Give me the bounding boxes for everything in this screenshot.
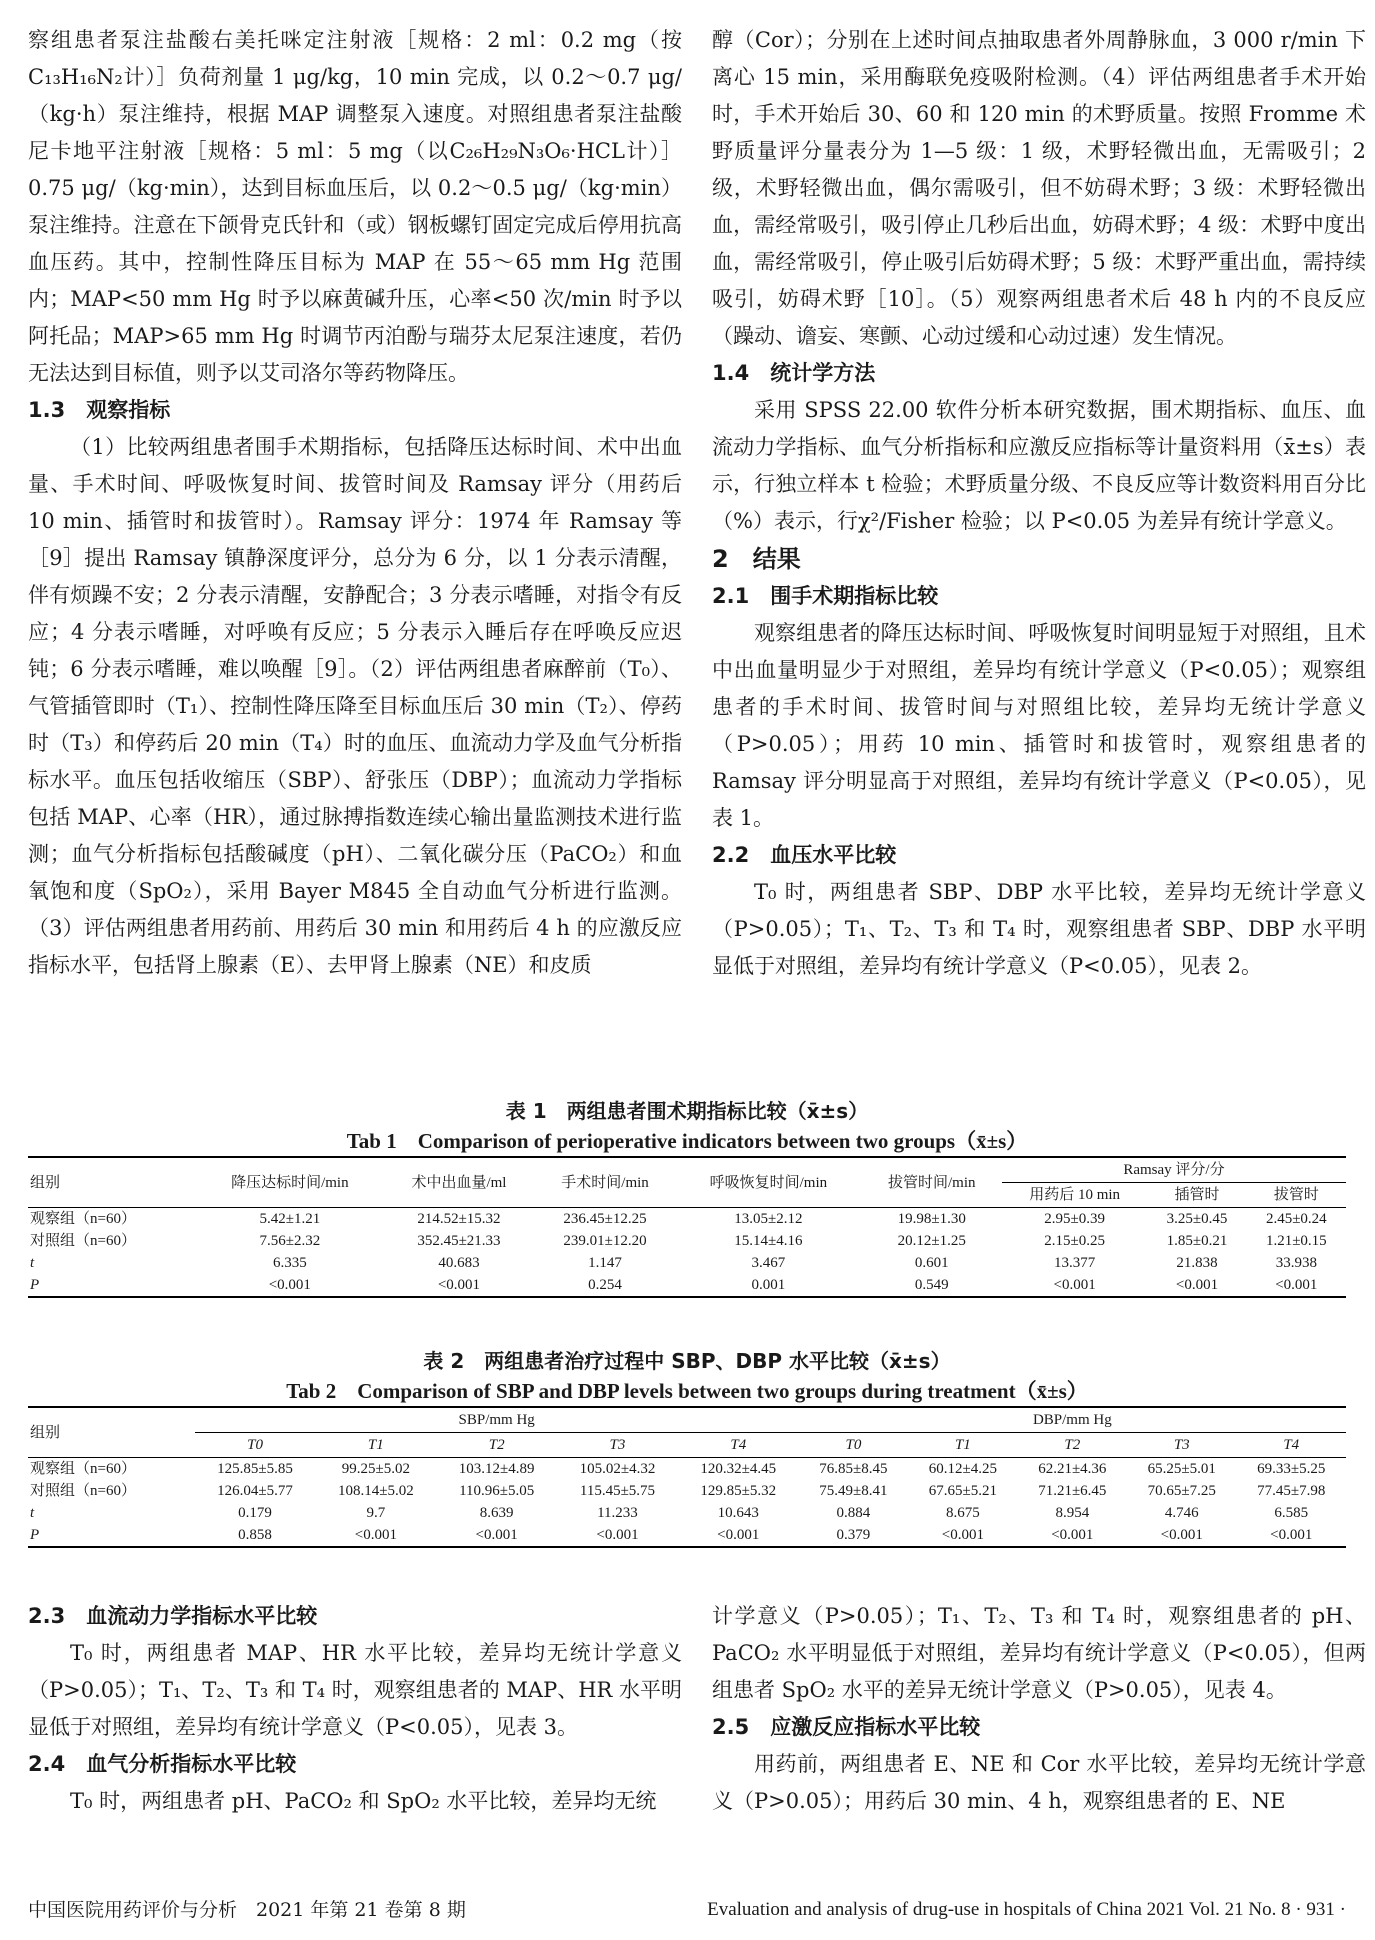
table-cell: 105.02±4.32: [579, 1461, 656, 1477]
table-header: 手术时间/min: [535, 1157, 675, 1208]
table-subheader: [557, 1433, 678, 1458]
table-cell: 观察组（n=60）: [30, 1461, 136, 1477]
section-heading-2-5: 2.5 应激反应指标水平比较: [712, 1715, 981, 1739]
table-cell: <0.001: [315, 1524, 436, 1547]
stat-label: t: [30, 1505, 35, 1521]
table-cell: 0.858: [195, 1524, 316, 1547]
table-cell: 19.98±1.30: [897, 1211, 966, 1227]
table-cell: 观察组（n=60）: [30, 1211, 136, 1227]
table-cell: 7.56±2.32: [259, 1233, 321, 1249]
table-cell: 2.45±0.24: [1265, 1211, 1327, 1227]
stat-label: t: [30, 1255, 35, 1271]
table-header: 组别: [28, 1407, 195, 1458]
table-cell: 115.45±5.75: [579, 1483, 656, 1499]
table-subheader: [799, 1433, 908, 1458]
table-cell: 125.85±5.85: [217, 1461, 293, 1477]
table-cell: 3.467: [751, 1255, 786, 1271]
table-group-header: SBP/mm Hg: [195, 1407, 799, 1433]
table-row: [28, 1230, 1346, 1252]
table-cell: <0.001: [383, 1274, 535, 1297]
table-cell: 65.25±5.01: [1147, 1461, 1216, 1477]
table-group-header: DBP/mm Hg: [799, 1407, 1346, 1433]
table-subheader: [908, 1433, 1017, 1458]
time-point-label: T2: [1064, 1437, 1081, 1453]
table-2: [28, 1346, 1346, 1548]
table-cell: 13.377: [1054, 1255, 1096, 1271]
table-cell: 15.14±4.16: [734, 1233, 803, 1249]
section-heading-2-4: 2.4 血气分析指标水平比较: [28, 1752, 297, 1776]
table-subheader: [315, 1433, 436, 1458]
time-point-label: T3: [1173, 1437, 1190, 1453]
table-row: [28, 1208, 1346, 1231]
table-header: 组别: [28, 1157, 197, 1208]
time-point-label: T2: [488, 1437, 505, 1453]
table-cell: <0.001: [1237, 1524, 1347, 1547]
table-cell: 20.12±1.25: [897, 1233, 966, 1249]
table-cell: 60.12±4.25: [928, 1461, 997, 1477]
section-heading-1-3: 1.3 观察指标: [28, 398, 171, 422]
table-1: [28, 1096, 1346, 1298]
paragraph: 察组患者泵注盐酸右美托咪定注射液［规格：2 ml：0.2 mg（按C₁₃H₁₆N₂计）］负荷剂量 1 μg/kg，10 min 完成，以 0.2～0.7 μg/（kg·h）泵注维持，根据 MAP 调整泵入速度。对照组患者泵注盐酸尼卡地平注射液［规格：5 ml：5 mg（以C₂₆H₂₉N₃O₆·HCL计）］0.75 μg/（kg·min），达到目标血压后，以 0.2～0.5 μg/（kg·min）泵注维持。注意在下颌骨克氏针和（或）钢板螺钉固定完成后停用抗高血压药。其中，控制性降压目标为 MAP 在 55～65 mm Hg 范围内；MAP<50 mm Hg 时予以麻黄碱升压，心率<50 次/min 时予以阿托品；MAP>65 mm Hg 时调节丙泊酚与瑞芬太尼泵注速度，若仍无法达到目标值，则予以艾司洛尔等药物降压。: [28, 28, 682, 385]
table-cell: <0.001: [436, 1524, 557, 1547]
time-point-label: T0: [247, 1437, 263, 1453]
table-cell: 6.335: [272, 1255, 307, 1271]
paragraph: T₀ 时，两组患者 pH、PaCO₂ 和 SpO₂ 水平比较，差异均无统: [70, 1789, 657, 1813]
table-group-header: Ramsay 评分/分: [1002, 1157, 1346, 1183]
time-point-label: T3: [609, 1437, 626, 1453]
table-row: [28, 1458, 1346, 1481]
table-subheader: 插管时: [1147, 1183, 1246, 1208]
table-subheader: [1237, 1433, 1347, 1458]
section-heading-2-2: 2.2 血压水平比较: [712, 843, 897, 867]
table-header: 呼吸恢复时间/min: [675, 1157, 861, 1208]
table-cell: 75.49±8.41: [819, 1483, 888, 1499]
table-row: [28, 1502, 1346, 1524]
table-2-caption-cn: 表 2 两组患者治疗过程中 SBP、DBP 水平比较（x̄±s）: [423, 1349, 951, 1373]
table-cell: [28, 1502, 195, 1524]
table-cell: 71.21±6.45: [1038, 1483, 1107, 1499]
table-cell: 99.25±5.02: [341, 1461, 410, 1477]
table-cell: 3.25±0.45: [1166, 1211, 1228, 1227]
table-subheader: [436, 1433, 557, 1458]
table-subheader: [678, 1433, 799, 1458]
section-heading-2-1: 2.1 围手术期指标比较: [712, 584, 939, 608]
table-cell: 1.21±0.15: [1265, 1233, 1327, 1249]
paragraph: 观察组患者的降压达标时间、呼吸恢复时间明显短于对照组，且术中出血量明显少于对照组，差异均有统计学意义（P<0.05）；观察组患者的手术时间、拔管时间与对照组比较，差异均无统计学意义（P>0.05）；用药 10 min、插管时和拔管时，观察组患者的 Ramsay 评分明显高于对照组，差异均有统计学意义（P<0.05），见表 1。: [712, 621, 1366, 830]
stat-label: P: [30, 1277, 40, 1293]
table-subheader: [1018, 1433, 1127, 1458]
table-cell: <0.001: [908, 1524, 1017, 1547]
table-cell: <0.001: [1247, 1274, 1346, 1297]
paragraph: 用药前，两组患者 E、NE 和 Cor 水平比较，差异均无统计学意义（P>0.05）；用药后 30 min、4 h，观察组患者的 E、NE: [712, 1752, 1366, 1813]
time-point-label: T1: [954, 1437, 971, 1453]
table-header: 拔管时间/min: [862, 1157, 1002, 1208]
table-cell: 76.85±8.45: [819, 1461, 888, 1477]
table-cell: 4.746: [1164, 1505, 1199, 1521]
table-cell: 77.45±7.98: [1257, 1483, 1326, 1499]
table-row: [28, 1524, 1346, 1547]
table-cell: 214.52±15.32: [417, 1211, 501, 1227]
paragraph: 计学意义（P>0.05）；T₁、T₂、T₃ 和 T₄ 时，观察组患者的 pH、PaCO₂ 水平明显低于对照组，差异均有统计学意义（P<0.05），但两组患者 SpO₂ 水平的差异无统计学意义（P>0.05），见表 4。: [712, 1604, 1366, 1702]
table-2-caption-en: Tab 2 Comparison of SBP and DBP levels between two groups during treatment（x̄±s）: [286, 1379, 1088, 1403]
table-cell: 62.21±4.36: [1038, 1461, 1107, 1477]
table-cell: 0.254: [535, 1274, 675, 1297]
journal-name-en: Evaluation and analysis of drug-use in hospitals of China 2021 Vol. 21 No. 8 · 931 ·: [707, 1899, 1346, 1920]
table-2-grid: [28, 1406, 1346, 1548]
table-cell: 8.675: [945, 1505, 980, 1521]
table-cell: 2.95±0.39: [1044, 1211, 1106, 1227]
table-cell: <0.001: [1018, 1524, 1127, 1547]
table-cell: 13.05±2.12: [734, 1211, 803, 1227]
left-column-bottom: [28, 1598, 682, 1820]
journal-name-cn: 中国医院用药评价与分析 2021 年第 21 卷第 8 期: [28, 1899, 466, 1921]
table-cell: 5.42±1.21: [259, 1211, 321, 1227]
table-cell: [28, 1524, 195, 1547]
table-cell: 0.001: [675, 1274, 861, 1297]
table-cell: 对照组（n=60）: [30, 1483, 136, 1499]
table-1-caption-en: Tab 1 Comparison of perioperative indicators between two groups（x̄±s）: [346, 1129, 1028, 1153]
table-cell: 10.643: [717, 1505, 759, 1521]
table-cell: 67.65±5.21: [928, 1483, 997, 1499]
table-cell: 40.683: [438, 1255, 480, 1271]
table-cell: 8.639: [479, 1505, 514, 1521]
section-heading-2-3: 2.3 血流动力学指标水平比较: [28, 1604, 318, 1628]
table-cell: [28, 1252, 197, 1274]
table-row: [28, 1274, 1346, 1297]
table-cell: 21.838: [1176, 1255, 1218, 1271]
table-cell: 0.884: [836, 1505, 871, 1521]
table-cell: 0.179: [238, 1505, 272, 1521]
table-cell: 2.15±0.25: [1044, 1233, 1106, 1249]
time-point-label: T0: [845, 1437, 862, 1453]
table-row: [28, 1480, 1346, 1502]
table-cell: 1.147: [588, 1255, 622, 1271]
table-cell: <0.001: [1127, 1524, 1236, 1547]
table-cell: 70.65±7.25: [1147, 1483, 1216, 1499]
time-point-label: T4: [1283, 1437, 1300, 1453]
time-point-label: T4: [730, 1437, 747, 1453]
table-header: 降压达标时间/min: [197, 1157, 383, 1208]
paragraph: 醇（Cor）；分别在上述时间点抽取患者外周静脉血，3 000 r/min 下离心 15 min，采用酶联免疫吸附检测。（4）评估两组患者手术开始时，手术开始后 30、60 和 120 min 的术野质量。按照 Fromme 术野质量评分量表分为 1—5 级：1 级，术野轻微出血，无需吸引；2 级，术野轻微出血，偶尔需吸引，但不妨碍术野；3 级：术野轻微出血，需经常吸引，吸引停止几秒后出血，妨碍术野；4 级：术野中度出血，需经常吸引，停止吸引后妨碍术野；5 级：术野严重出血，需持续吸引，妨碍术野［10］。（5）观察两组患者术后 48 h 内的不良反应（躁动、谵妄、寒颤、心动过缓和心动过速）发生情况。: [712, 28, 1366, 348]
section-heading-1-4: 1.4 统计学方法: [712, 361, 876, 385]
table-cell: <0.001: [678, 1524, 799, 1547]
table-cell: 1.85±0.21: [1166, 1233, 1228, 1249]
table-header: 术中出血量/ml: [383, 1157, 535, 1208]
stat-label: P: [30, 1527, 40, 1543]
table-cell: 120.32±4.45: [700, 1461, 777, 1477]
table-cell: 6.585: [1274, 1505, 1309, 1521]
table-cell: 对照组（n=60）: [30, 1233, 136, 1249]
table-cell: 69.33±5.25: [1257, 1461, 1326, 1477]
table-subheader: 用药后 10 min: [1002, 1183, 1147, 1208]
table-cell: 8.954: [1055, 1505, 1090, 1521]
table-cell: 352.45±21.33: [417, 1233, 501, 1249]
table-cell: 9.7: [366, 1505, 386, 1521]
table-subheader: [195, 1433, 316, 1458]
table-cell: <0.001: [1147, 1274, 1246, 1297]
table-cell: [28, 1274, 197, 1297]
table-cell: 103.12±4.89: [458, 1461, 535, 1477]
right-column: [712, 22, 1366, 985]
table-1-grid: [28, 1156, 1346, 1298]
table-cell: <0.001: [557, 1524, 678, 1547]
table-cell: 129.85±5.32: [700, 1483, 777, 1499]
table-1-caption-cn: 表 1 两组患者围术期指标比较（x̄±s）: [505, 1099, 869, 1123]
table-subheader: [1127, 1433, 1236, 1458]
section-heading-2: 2 结果: [712, 545, 801, 573]
table-cell: 0.379: [799, 1524, 908, 1547]
time-point-label: T1: [367, 1437, 384, 1453]
right-column-bottom: [712, 1598, 1366, 1820]
table-subheader: 拔管时: [1247, 1183, 1346, 1208]
table-cell: <0.001: [1002, 1274, 1147, 1297]
paragraph: T₀ 时，两组患者 SBP、DBP 水平比较，差异均无统计学意义（P>0.05）；T₁、T₂、T₃ 和 T₄ 时，观察组患者 SBP、DBP 水平明显低于对照组，差异均有统计学意义（P<0.05），见表 2。: [712, 880, 1366, 978]
table-cell: 0.549: [862, 1274, 1002, 1297]
table-cell: 236.45±12.25: [563, 1211, 647, 1227]
table-cell: 33.938: [1275, 1255, 1317, 1271]
table-row: [28, 1252, 1346, 1274]
table-cell: 126.04±5.77: [217, 1483, 293, 1499]
table-cell: 110.96±5.05: [459, 1483, 535, 1499]
table-cell: 0.601: [914, 1255, 949, 1271]
left-column: [28, 22, 682, 984]
paragraph: T₀ 时，两组患者 MAP、HR 水平比较，差异均无统计学意义（P>0.05）；T₁、T₂、T₃ 和 T₄ 时，观察组患者的 MAP、HR 水平明显低于对照组，差异均有统计学意义（P<0.05），见表 3。: [28, 1641, 682, 1739]
table-cell: 108.14±5.02: [337, 1483, 414, 1499]
table-cell: <0.001: [197, 1274, 383, 1297]
paragraph: 采用 SPSS 22.00 软件分析本研究数据，围术期指标、血压、血流动力学指标、血气分析指标和应激反应指标等计量资料用（x̄±s）表示，行独立样本 t 检验；术野质量分级、不良反应等计数资料用百分比（%）表示，行χ²/Fisher 检验；以 P<0.05 为差异有统计学意义。: [712, 398, 1366, 533]
paragraph: （1）比较两组患者围手术期指标，包括降压达标时间、术中出血量、手术时间、呼吸恢复时间、拔管时间及 Ramsay 评分（用药后 10 min、插管时和拔管时）。Ramsay 评分：1974 年 Ramsay 等［9］提出 Ramsay 镇静深度评分，总分为 6 分，以 1 分表示清醒，伴有烦躁不安；2 分表示清醒，安静配合；3 分表示嗜睡，对指令有反应；4 分表示嗜睡，对呼唤有反应；5 分表示入睡后存在呼唤反应迟钝；6 分表示嗜睡，难以唤醒［9］。（2）评估两组患者麻醉前（T₀）、气管插管即时（T₁）、控制性降压降至目标血压后 30 min（T₂）、停药时（T₃）和停药后 20 min（T₄）时的血压、血流动力学及血气分析指标水平。血压包括收缩压（SBP）、舒张压（DBP）；血流动力学指标包括 MAP、心率（HR），通过脉搏指数连续心输出量监测技术进行监测；血气分析指标包括酸碱度（pH）、二氧化碳分压（PaCO₂）和血氧饱和度（SpO₂），采用 Bayer M845 全自动血气分析进行监测。（3）评估两组患者用药前、用药后 30 min 和用药后 4 h 的应激反应指标水平，包括肾上腺素（E）、去甲肾上腺素（NE）和皮质: [28, 435, 682, 977]
table-cell: 239.01±12.20: [563, 1233, 647, 1249]
table-cell: 11.233: [597, 1505, 638, 1521]
